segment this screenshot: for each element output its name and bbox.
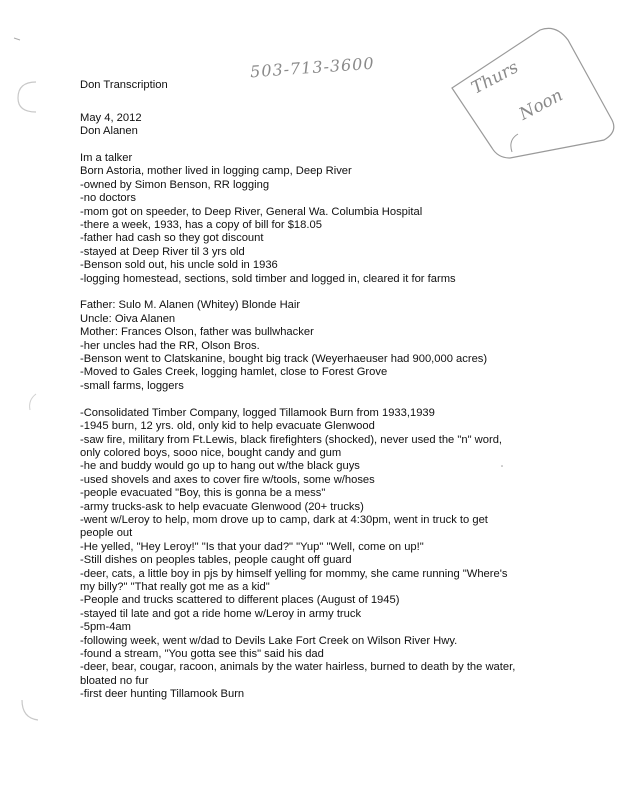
text-line: -following week, went w/dad to Devils Lake Fort Creek on Wilson River Hwy. [80,634,458,647]
text-line: -small farms, loggers [80,379,184,392]
text-line: people out [80,527,133,540]
text-line: -used shovels and axes to cover fire w/tools, some w/hoses [80,473,375,486]
text-line: -He yelled, "Hey Leroy!" "Is that your dad?" "Yup" "Well, come on up!" [80,540,424,553]
text-line: Born Astoria, mother lived in logging camp, Deep River [80,165,352,178]
text-line: Father: Sulo M. Alanen (Whitey) Blonde Hair [80,299,301,312]
text-line: Im a talker [80,152,133,164]
section-family [80,299,610,393]
text-line: -Consolidated Timber Company, logged Tillamook Burn from 1933,1939 [80,406,435,419]
text-line: -Still dishes on peoples tables, people caught off guard [80,554,352,567]
text-line: -first deer hunting Tillamook Burn [80,688,245,701]
text-line: -he and buddy would go up to hang out w/the black guys [80,460,360,473]
text-line: -deer, bear, cougar, racoon, animals by the water hairless, burned to death by the water, [80,661,516,674]
interviewee-name: Don Alanen [80,125,138,138]
text-line: -stayed til late and got a ride home w/Leroy in army truck [80,607,362,620]
section-birth [80,152,610,286]
section-tillamook-burn [80,407,610,702]
text-line: bloated no fur [80,674,149,687]
text-line: my billy?" "That really got me as a kid" [80,580,270,593]
text-line: -5pm-4am [80,621,131,634]
text-line: only colored boys, sooo nice, bought candy and gum [80,446,342,459]
handwritten-note-thurs: Thurs [468,57,522,99]
text-line: -saw fire, military from Ft.Lewis, black firefighters (shocked), never used the "n" word, [80,433,503,446]
document-date: May 4, 2012 [80,111,142,124]
text-line: -deer, cats, a little boy in pjs by himself yelling for mommy, she came running "Where's [80,567,508,580]
hole-punch-bottom [22,700,38,720]
text-line: -1945 burn, 12 yrs. old, only kid to help evacuate Glenwood [80,420,375,433]
hole-punch-middle [30,394,36,410]
text-line: -people evacuated "Boy, this is gonna be a mess" [80,487,326,500]
handwritten-note-noon: Noon [516,85,567,125]
text-line: -owned by Simon Benson, RR logging [80,178,270,191]
text-line: -her uncles had the RR, Olson Bros. [80,339,260,352]
text-line: -found a stream, "You gotta see this" said his dad [80,648,324,660]
hole-punch-top [18,82,36,112]
text-line: -People and trucks scattered to different places (August of 1945) [80,594,400,607]
text-line: -Benson went to Clatskanine, bought big track (Weyerhaeuser had 900,000 acres) [80,353,488,366]
text-line: -went w/Leroy to help, mom drove up to camp, dark at 4:30pm, went in truck to get [80,513,488,526]
transcription-body [80,79,610,702]
text-line: -there a week, 1933, has a copy of bill for $18.05 [80,219,322,232]
text-line: Mother: Frances Olson, father was bullwhacker [80,326,314,339]
document-title: Don Transcription [80,79,168,91]
text-line: -father had cash so they got discount [80,232,264,245]
text-line: -stayed at Deep River til 3 yrs old [80,245,245,258]
text-line: -Benson sold out, his uncle sold in 1936 [80,259,278,272]
text-line: -mom got on speeder, to Deep River, General Wa. Columbia Hospital [80,205,423,218]
text-line: Uncle: Oiva Alanen [80,312,176,325]
handwritten-phone-number: 503-713-3600 [249,53,376,82]
text-line: -army trucks-ask to help evacuate Glenwood (20+ trucks) [80,500,364,513]
text-line: -no doctors [80,192,136,205]
corner-mark [14,38,20,40]
text-line: -Moved to Gales Creek, logging hamlet, close to Forest Grove [80,366,388,379]
text-line: -logging homestead, sections, sold timber and logged in, cleared it for farms [80,272,456,285]
